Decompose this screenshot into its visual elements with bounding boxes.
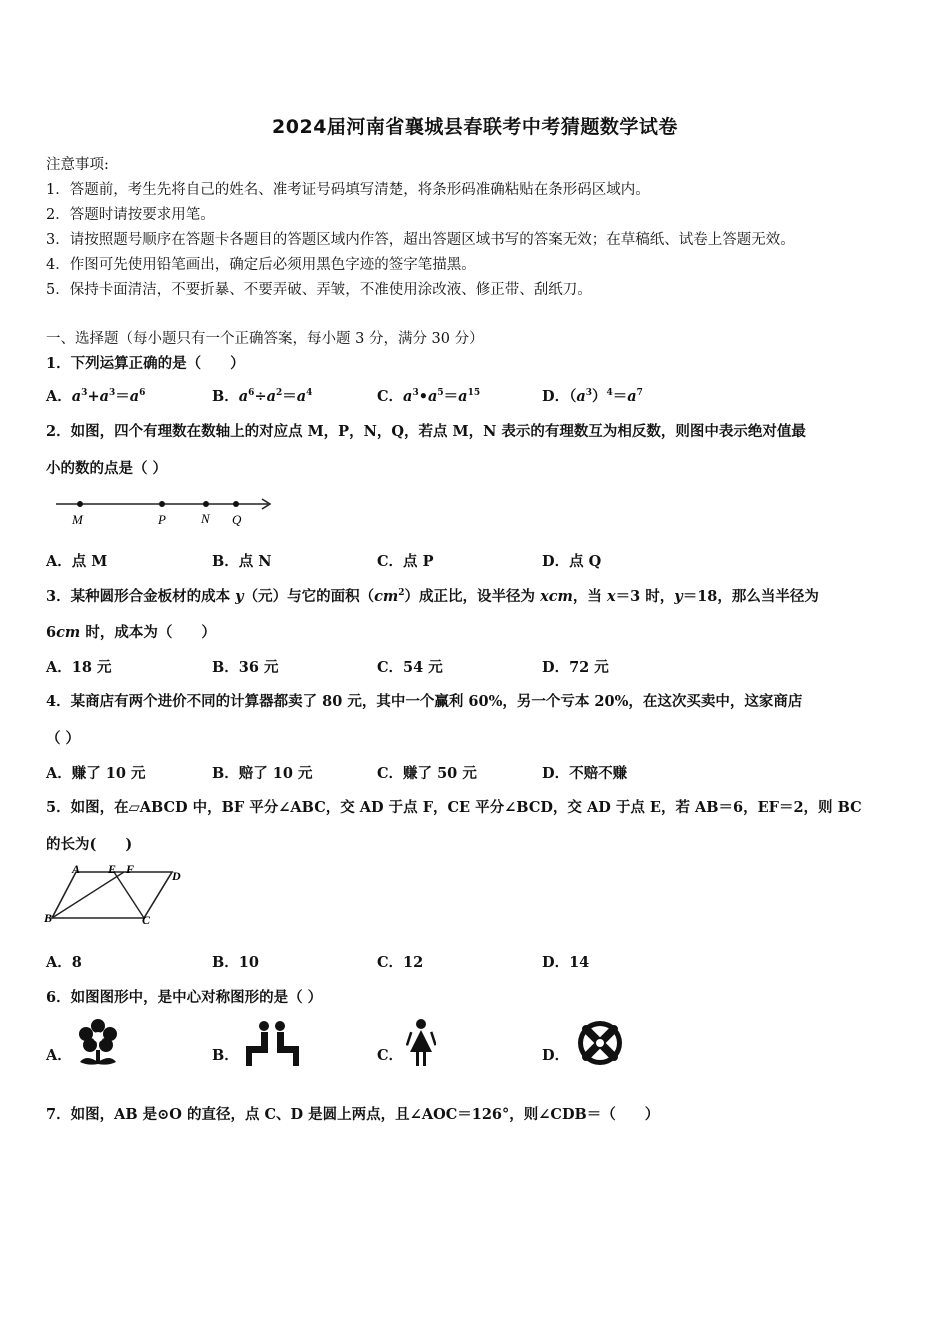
q1-stem: 1．下列运算正确的是（ ） [46,355,245,372]
label-m: M [72,512,83,527]
q4-stem-line1: 4．某商店有两个进价不同的计算器都卖了 80 元，其中一个赢利 60%，另一个亏本 20%，在这次买卖中，这家商店 [46,693,803,710]
q4-option-c: C．赚了 50 元 [377,765,477,782]
label-b: B [44,911,53,925]
q4-option-d: D．不赔不赚 [542,765,628,782]
label-p: P [158,512,166,527]
q5-option-b: B．10 [212,954,259,971]
q3-stem-line1: 3．某种圆形合金板材的成本 y（元）与它的面积$(cm^2)$成正比，设半径为 xcm，当 x＝3 时，y＝18，那么当半径为 [46,588,819,605]
label-a: A [72,862,81,876]
parallelogram-figure [44,862,194,932]
q3-option-c: C．54 元 [377,659,443,676]
notice-heading: 注意事项: [46,157,109,173]
q2-option-b: B．点 N [212,553,272,570]
q4-option-b: B．赔了 10 元 [212,765,313,782]
point-m [77,501,83,507]
q3-option-d: D．72 元 [542,659,609,676]
label-e: E [108,862,117,876]
seated-people-icon [242,1020,302,1068]
q2-stem-line2: 小的数的点是（ ） [46,460,168,477]
cross-circle-icon [574,1018,626,1068]
q2-stem-line1: 2．如图，四个有理数在数轴上的对应点 M，P，N，Q，若点 M，N 表示的有理数互为相反数，则图中表示绝对值最 [46,423,806,440]
q2-option-c: C．点 P [377,553,434,570]
woman-figure-icon [406,1018,436,1068]
segment-ce [114,872,144,918]
label-f: F [126,862,135,876]
point-q [233,501,239,507]
label-n: N [201,511,210,526]
q1-option-b: B．$a^6\div a^2=a^4$ [212,388,313,405]
q2-option-d: D．点 Q [542,553,602,570]
segment-bf [52,872,124,918]
notice-item-3: 3．请按照题号顺序在答题卡各题目的答题区域内作答，超出答题区域书写的答案无效；在草稿纸、试卷上答题无效。 [46,232,795,248]
q3-option-b: B．36 元 [212,659,279,676]
point-p [159,501,165,507]
notice-item-2: 2．答题时请按要求用笔。 [46,207,215,223]
q7-stem: 7．如图，AB 是⊙O 的直径，点 C、D 是圆上两点，且∠AOC＝126°，则∠CDB＝（ ） [46,1106,660,1123]
notice-item-5: 5．保持卡面清洁，不要折暴、不要弄破、弄皱，不准使用涂改液、修正带、刮纸刀。 [46,282,592,298]
q6-label-d: D． [542,1047,570,1064]
q1-option-c: C．$a^3•a^5=a^{15}$ [377,388,481,405]
q6-label-a: A． [46,1047,72,1064]
q4-option-a: A．赚了 10 元 [46,765,146,782]
q4-stem-line2: （ ） [46,730,81,747]
label-c: C [142,913,151,927]
notice-item-1: 1．答题前，考生先将自己的姓名、准考证号码填写清楚，将条形码准确粘贴在条形码区域内。 [46,182,650,198]
q1-option-a: A．$a^3+a^3=a^6$ [46,388,146,405]
number-line-figure [50,490,280,532]
q5-option-d: D．14 [542,954,590,971]
q2-option-a: A．点 M [46,553,108,570]
label-d: D [172,869,181,883]
q3-stem-line2: 6cm 时，成本为（ ） [46,624,216,641]
label-q: Q [232,512,242,527]
q1-option-d: D．$(a^3)^4=a^7$ [542,388,643,405]
q6-label-c: C． [377,1047,404,1064]
point-n [203,501,209,507]
notice-item-4: 4．作图可先使用铅笔画出，确定后必须用黑色字迹的签字笔描黑。 [46,257,476,273]
section-heading: 一、选择题（每小题只有一个正确答案，每小题 3 分，满分 30 分） [46,331,484,347]
q5-stem-line1: 5．如图，在▱ABCD 中，BF 平分∠ABC，交 AD 于点 F，CE 平分∠BCD，交 AD 于点 E，若 AB＝6，EF＝2，则 BC [46,799,862,816]
flower-icon [76,1018,120,1068]
q3-option-a: A．18 元 [46,659,112,676]
q6-stem: 6．如图图形中，是中心对称图形的是（ ） [46,989,323,1006]
page-title: 2024届河南省襄城县春联考中考猜题数学试卷 [272,116,678,138]
q5-option-c: C．12 [377,954,424,971]
q5-stem-line2: 的长为( ) [46,836,133,853]
q5-option-a: A．8 [46,954,82,971]
q6-label-b: B． [212,1047,239,1064]
